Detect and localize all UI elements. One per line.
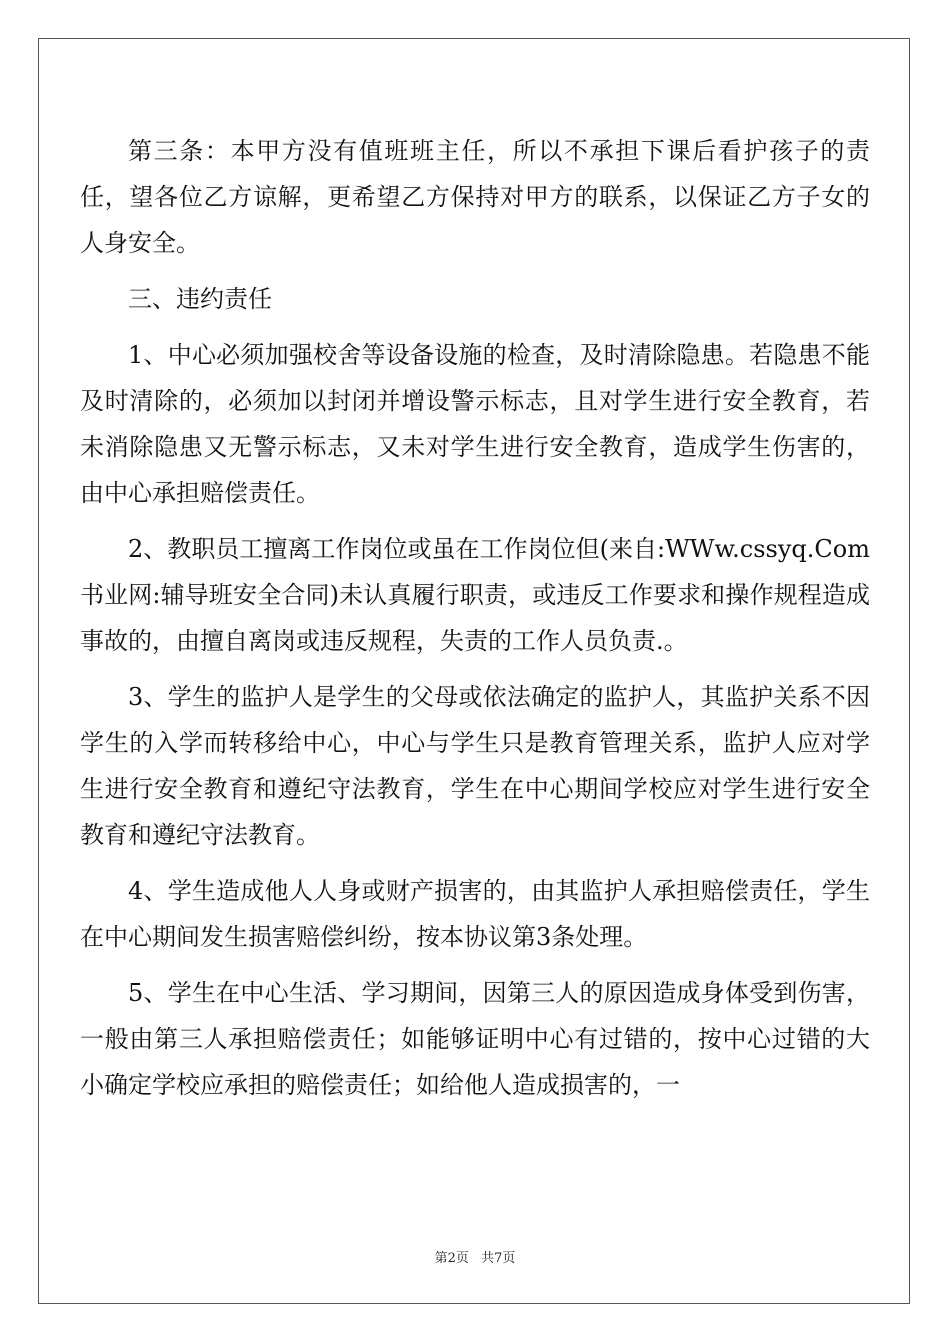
paragraph-item-2: 2、教职员工擅离工作岗位或虽在工作岗位但(来自:WWw.cssyq.Com 书业网:辅导班安全合同)未认真履行职责，或违反工作要求和操作规程造成事故的，由擅自离岗或违反规程，失责的工作人员负责.。 [80,535,870,655]
paragraph-item-4: 4、学生造成他人人身或财产损害的，由其监护人承担赔偿责任，学生在中心期间发生损害赔偿纠纷，按本协议第3条处理。 [80,877,870,951]
paragraph-article-3: 第三条：本甲方没有值班班主任，所以不承担下课后看护孩子的责任，望各位乙方谅解，更希望乙方保持对甲方的联系，以保证乙方子女的人身安全。 [80,137,870,257]
section-heading-breach-liability: 三、违约责任 [128,285,272,313]
paragraph-item-5: 5、学生在中心生活、学习期间，因第三人的原因造成身体受到伤害，一般由第三人承担赔偿责任；如能够证明中心有过错的，按中心过错的大小确定学校应承担的赔偿责任；如给他人造成损害的，一 [80,979,870,1099]
document-body [80,128,870,1118]
page-total: 共7页 [481,1251,516,1266]
page-footer [0,1247,950,1266]
paragraph-item-1: 1、中心必须加强校舍等设备设施的检查，及时清除隐患。若隐患不能及时清除的，必须加以封闭并增设警示标志，且对学生进行安全教育，若未消除隐患又无警示标志，又未对学生进行安全教育，造成学生伤害的，由中心承担赔偿责任。 [80,341,870,507]
paragraph-item-3: 3、学生的监护人是学生的父母或依法确定的监护人，其监护关系不因学生的入学而转移给中心，中心与学生只是教育管理关系，监护人应对学生进行安全教育和遵纪守法教育，学生在中心期间学校应对学生进行安全教育和遵纪守法教育。 [80,683,870,849]
page-number: 第2页 [434,1251,469,1266]
